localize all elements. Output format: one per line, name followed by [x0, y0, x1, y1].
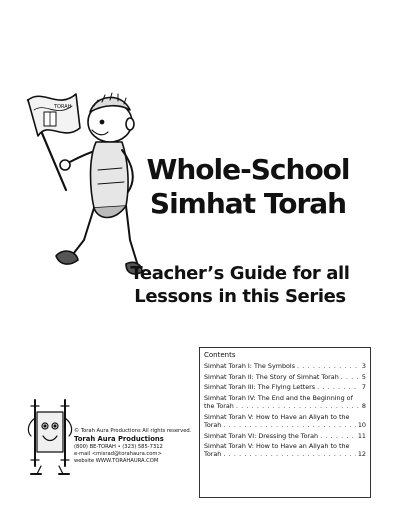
child-with-flag-illustration: [18, 80, 143, 285]
toc-leader-dots: [223, 421, 356, 429]
toc-entry: [204, 432, 366, 440]
flag-text: TORAH: [54, 104, 72, 110]
toc-entry: [204, 362, 366, 370]
toc-entry: [204, 373, 366, 381]
toc-entry: [204, 442, 366, 458]
toc-entry-title: Torah: [204, 450, 222, 459]
toc-entry-title: Simhat Torah V: How to Have an Aliyah to the: [204, 412, 350, 421]
torah-scroll-mascot-logo: [25, 396, 75, 476]
toc-leader-dots: [236, 402, 360, 410]
copyright-notice: © Torah Aura Productions All rights reserved.: [74, 428, 192, 434]
toc-leader-dots: [317, 383, 360, 391]
toc-entry-page: 11: [357, 431, 366, 440]
toc-entry-title: Simhat Torah VI: Dressing the Torah: [204, 431, 319, 440]
toc-entry-page: 7: [361, 383, 366, 392]
toc-leader-dots: [223, 450, 356, 458]
toc-entry-title: Torah: [204, 420, 222, 429]
toc-entry-title: Simhat Torah V: How to Have an Aliyah to the: [204, 442, 350, 451]
toc-entry-page: 3: [361, 362, 366, 371]
toc-entry-title: the Torah: [204, 402, 234, 411]
toc-entry-title: Simhat Torah III: The Flying Letters: [204, 383, 316, 392]
publisher-info: [74, 428, 202, 465]
title-line-2: Simhat Torah: [149, 187, 347, 220]
publisher-email: e-mail <misrad@torahaura.com>: [74, 451, 162, 457]
subtitle-line-2: Lessons in this Series: [134, 286, 346, 307]
toc-leader-dots: [297, 362, 360, 370]
publisher-phone: (800) BE-TORAH • (323) 585-7312: [74, 444, 163, 450]
toc-entry-title: Simhat Torah IV: The End and the Beginning of: [204, 393, 353, 402]
page-title: [128, 153, 368, 221]
contents-list: [204, 362, 366, 458]
toc-entry: [204, 394, 366, 410]
toc-entry-title: Simhat Torah I: The Symbols: [204, 362, 296, 371]
toc-leader-dots: [341, 373, 360, 381]
page-subtitle: [95, 262, 385, 308]
title-line-1: Whole-School: [146, 153, 350, 186]
toc-leader-dots: [320, 432, 356, 440]
contents-heading: Contents: [204, 351, 236, 359]
toc-entry-page: 12: [357, 450, 366, 459]
toc-entry-title: Simhat Torah II: The Story of Simhat Torah: [204, 372, 339, 381]
contents-box: [199, 347, 371, 498]
publisher-website: website WWW.TORAHAURA.COM: [74, 458, 159, 464]
toc-entry-page: 5: [361, 372, 366, 381]
toc-entry: [204, 383, 366, 391]
toc-entry-page: 8: [361, 402, 366, 411]
publisher-name: Torah Aura Productions: [74, 435, 164, 443]
toc-entry-page: 10: [357, 420, 366, 429]
toc-entry: [204, 413, 366, 429]
subtitle-line-1: Teacher’s Guide for all: [130, 263, 350, 284]
